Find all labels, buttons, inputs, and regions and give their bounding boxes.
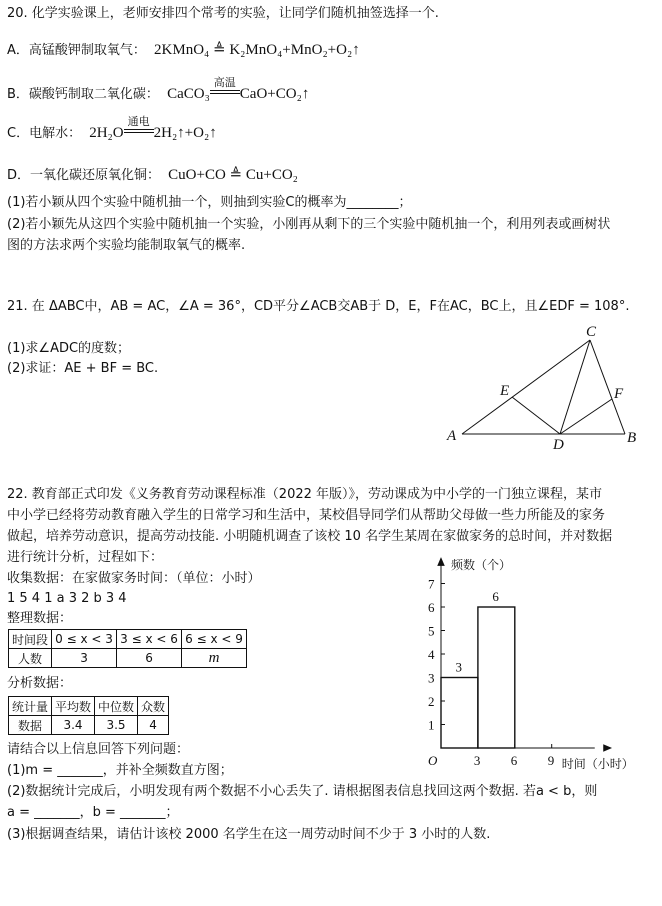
q20-a-label: A．高锰酸钾制取氧气： [7, 43, 146, 58]
table-header-cell: 6 ≤ x < 9 [182, 630, 247, 649]
y-tick-label: 6 [428, 600, 435, 615]
q22-part2-line2: a = _______，b = _______； [7, 805, 179, 820]
q22-part2-line1: (2)数据统计完成后，小明发现有两个数据不小心丢失了. 请根据图表信息找回这两个数据. 若a < b，则 [7, 784, 598, 799]
segment-ac [462, 340, 590, 434]
segment-fd [560, 399, 612, 434]
table-cell: 3.4 [52, 716, 95, 735]
q22-ask: 请结合以上信息回答下列问题： [7, 742, 190, 757]
q20-b-eq-right: CaO+CO₂↑ [239, 86, 310, 102]
table-header-cell: 0 ≤ x < 3 [52, 630, 117, 649]
q22-organize-label: 整理数据： [7, 611, 73, 626]
q20-part1: (1)若小颖从四个实验中随机抽一个，则抽到实验C的概率为________； [7, 195, 412, 210]
q20-d-equation: CuO+CO ≜ Cu+CO₂ [168, 167, 298, 183]
q22-line1: 22. 教育部正式印发《义务教育劳动课程标准（2022 年版）》，劳动课成为中小学的一门独立课程，某市 [7, 487, 603, 502]
x-axis-label: 时间（小时） [561, 757, 634, 771]
histogram-bar [478, 607, 515, 748]
q20-b-condition-arrow [210, 76, 240, 104]
segment-ed [512, 397, 560, 434]
y-axis-label: 频数（个） [451, 558, 512, 572]
q22-frequency-table [8, 629, 247, 668]
q22-line4: 进行统计分析，过程如下： [7, 550, 164, 565]
q20-a-equation: 2KMnO₄ ≜ K₂MnO₄+MnO₂+O₂↑ [154, 42, 360, 58]
vertex-f-label: F [614, 386, 624, 402]
q21-part1: (1)求∠ADC的度数； [7, 341, 131, 356]
table-header-cell: 众数 [138, 697, 169, 716]
x-tick-label: 9 [547, 753, 555, 768]
q20-part2-line2: 图的方法求两个实验均能制取氧气的概率. [7, 238, 246, 253]
q20-c-eq-right: 2H₂↑+O₂↑ [153, 125, 217, 141]
q20-c-condition-arrow [124, 115, 154, 143]
q22-part3: (3)根据调查结果，请估计该校 2000 名学生在这一周劳动时间不少于 3 小时的人数. [7, 827, 491, 842]
table-header-cell: 时间段 [9, 630, 52, 649]
q22-line3: 做起，培养劳动意识，提高劳动技能. 小明随机调查了该校 10 名学生某周在家做家务的总时间，并对数据 [7, 529, 613, 544]
vertex-e-label: E [500, 383, 510, 399]
table-cell: 6 [117, 649, 182, 668]
q20-b-condition: 高温 [213, 76, 236, 89]
histogram-bar [441, 678, 478, 749]
q20-c-condition: 通电 [127, 115, 150, 128]
q22-collect-label: 收集数据：在家做家务时间：（单位：小时） [7, 571, 261, 586]
q22-part1: (1)m = _______，并补全频数直方图； [7, 763, 233, 778]
y-tick-label: 4 [428, 647, 435, 662]
bar-value-label: 3 [455, 659, 462, 675]
table-cell: 3 [52, 649, 117, 668]
vertex-c-label: C [586, 324, 597, 340]
q20-option-b [7, 76, 310, 104]
q20-b-label: B．碳酸钙制取二氧化碳： [7, 87, 159, 102]
q20-b-eq-left: CaCO₃ [167, 86, 210, 102]
q22-line2: 中小学已经将劳动教育融入学生的日常学习和生活中，某校倡导同学们从帮助父母做一些力所能及的家务 [7, 508, 606, 523]
q20-c-label: C．电解水： [7, 126, 82, 141]
q20-option-d [7, 166, 298, 185]
origin-label: O [428, 753, 438, 768]
q20-option-a [7, 41, 360, 60]
y-tick-label: 3 [428, 670, 435, 686]
y-axis-arrow [438, 558, 444, 565]
q21-stem: 21. 在 ΔABC中，AB = AC，∠A = 36°，CD平分∠ACB交AB于 D，E，F在AC，BC上，且∠EDF = 108°. [7, 299, 630, 314]
q22-histogram [410, 555, 650, 780]
table-cell: 数据 [9, 716, 52, 735]
y-tick-label: 5 [428, 623, 435, 639]
table-header-cell: 统计量 [9, 697, 52, 716]
table-header-cell: 中位数 [95, 697, 138, 716]
q20-d-label: D．一氧化碳还原氧化铜： [7, 168, 161, 183]
y-tick-label: 7 [428, 576, 435, 592]
y-tick-label: 1 [428, 717, 435, 733]
table-header-cell: 3 ≤ x < 6 [117, 630, 182, 649]
vertex-d-label: D [553, 437, 564, 453]
vertex-b-label: B [627, 430, 637, 446]
x-tick-label: 3 [473, 753, 481, 768]
table-cell: 人数 [9, 649, 52, 668]
q22-analyze-label: 分析数据： [7, 676, 73, 691]
table-cell: m [182, 649, 247, 668]
q20-c-eq-left: 2H₂O [89, 125, 124, 141]
table-cell: 3.5 [95, 716, 138, 735]
table-header-cell: 平均数 [52, 697, 95, 716]
q20-option-c [7, 115, 217, 143]
q22-raw-data: 1 5 4 1 a 3 2 b 3 4 [7, 591, 127, 606]
q22-statistics-table [8, 696, 169, 735]
q20-intro: 20. 化学实验课上，老师安排四个常考的实验，让同学们随机抽签选择一个. [7, 6, 439, 21]
y-tick-label: 2 [428, 694, 435, 709]
table-cell: 4 [138, 716, 169, 735]
q21-triangle-figure [440, 318, 650, 453]
x-tick-label: 6 [510, 753, 518, 768]
q20-part2-line1: (2)若小颖先从这四个实验中随机抽一个实验，小刚再从剩下的三个实验中随机抽一个，利用列表或画树状 [7, 217, 611, 232]
x-axis-arrow [604, 745, 611, 751]
vertex-a-label: A [447, 428, 457, 444]
segment-cd [560, 340, 590, 434]
q21-part2: (2)求证：AE + BF = BC. [7, 361, 159, 376]
bar-value-label: 6 [492, 589, 499, 604]
